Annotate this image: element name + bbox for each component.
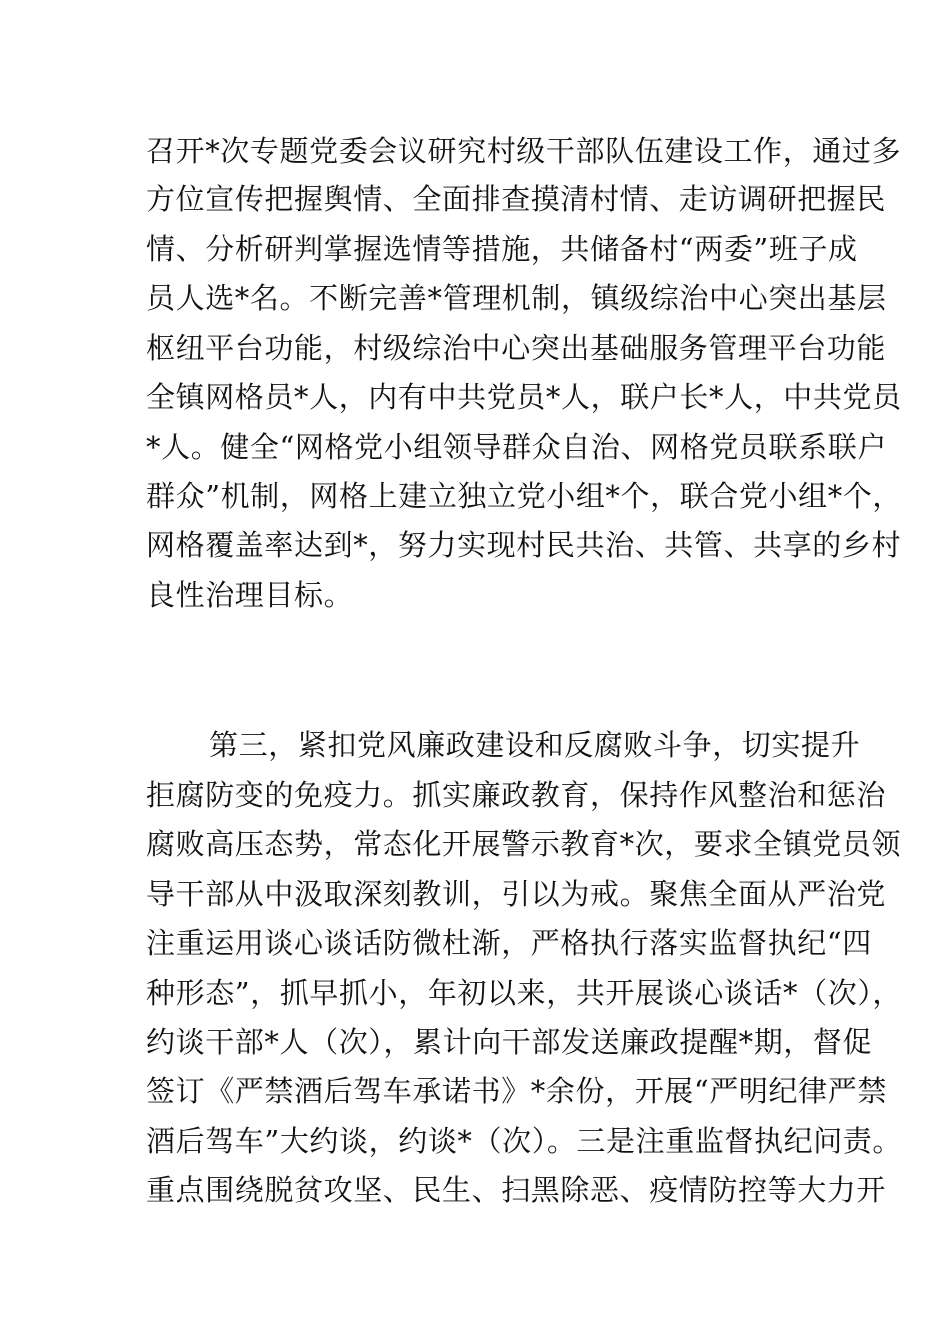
paragraph-1-line: 全镇网格员*人，内有中共党员*人，联户长*人，中共党员 bbox=[146, 380, 902, 414]
paragraph-1-line: 情、分析研判掌握选情等措施，共储备村“两委”班子成 bbox=[146, 232, 858, 266]
paragraph-1-line: 群众”机制，网格上建立独立党小组*个，联合党小组*个， bbox=[146, 479, 903, 513]
paragraph-2-line: 腐败高压态势，常态化开展警示教育*次，要求全镇党员领 bbox=[146, 827, 902, 861]
paragraph-1-line: 良性治理目标。 bbox=[146, 578, 354, 612]
paragraph-2-line: 种形态”，抓早抓小，年初以来，共开展谈心谈话*（次）， bbox=[146, 976, 903, 1010]
paragraph-2-line: 酒后驾车”大约谈，约谈*（次）。三是注重监督执纪问责。 bbox=[146, 1124, 903, 1158]
paragraph-2-line: 签订《严禁酒后驾车承诺书》*余份，开展“严明纪律严禁 bbox=[146, 1074, 887, 1108]
paragraph-2-line: 拒腐防变的免疫力。抓实廉政教育，保持作风整治和惩治 bbox=[146, 778, 887, 812]
paragraph-1-line: 网格覆盖率达到*，努力实现村民共治、共管、共享的乡村 bbox=[146, 528, 902, 562]
paragraph-1-line: 召开*次专题党委会议研究村级干部队伍建设工作，通过多 bbox=[146, 134, 902, 168]
paragraph-2-line: 第三，紧扣党风廉政建设和反腐败斗争，切实提升 bbox=[209, 728, 861, 762]
paragraph-2-line: 注重运用谈心谈话防微杜渐，严格执行落实监督执纪“四 bbox=[146, 926, 872, 960]
paragraph-2-line: 约谈干部*人（次），累计向干部发送廉政提醒*期，督促 bbox=[146, 1025, 873, 1059]
paragraph-2-line: 重点围绕脱贫攻坚、民生、扫黑除恶、疫情防控等大力开 bbox=[146, 1173, 887, 1207]
paragraph-2-line: 导干部从中汲取深刻教训，引以为戒。聚焦全面从严治党 bbox=[146, 877, 887, 911]
paragraph-1-line: 员人选*名。不断完善*管理机制，镇级综治中心突出基层 bbox=[146, 281, 887, 315]
paragraph-1-line: 方位宣传把握舆情、全面排查摸清村情、走访调研把握民 bbox=[146, 182, 887, 216]
paragraph-1-line: *人。健全“网格党小组领导群众自治、网格党员联系联户 bbox=[146, 430, 887, 464]
paragraph-1-line: 枢纽平台功能，村级综治中心突出基础服务管理平台功能 bbox=[146, 331, 887, 365]
